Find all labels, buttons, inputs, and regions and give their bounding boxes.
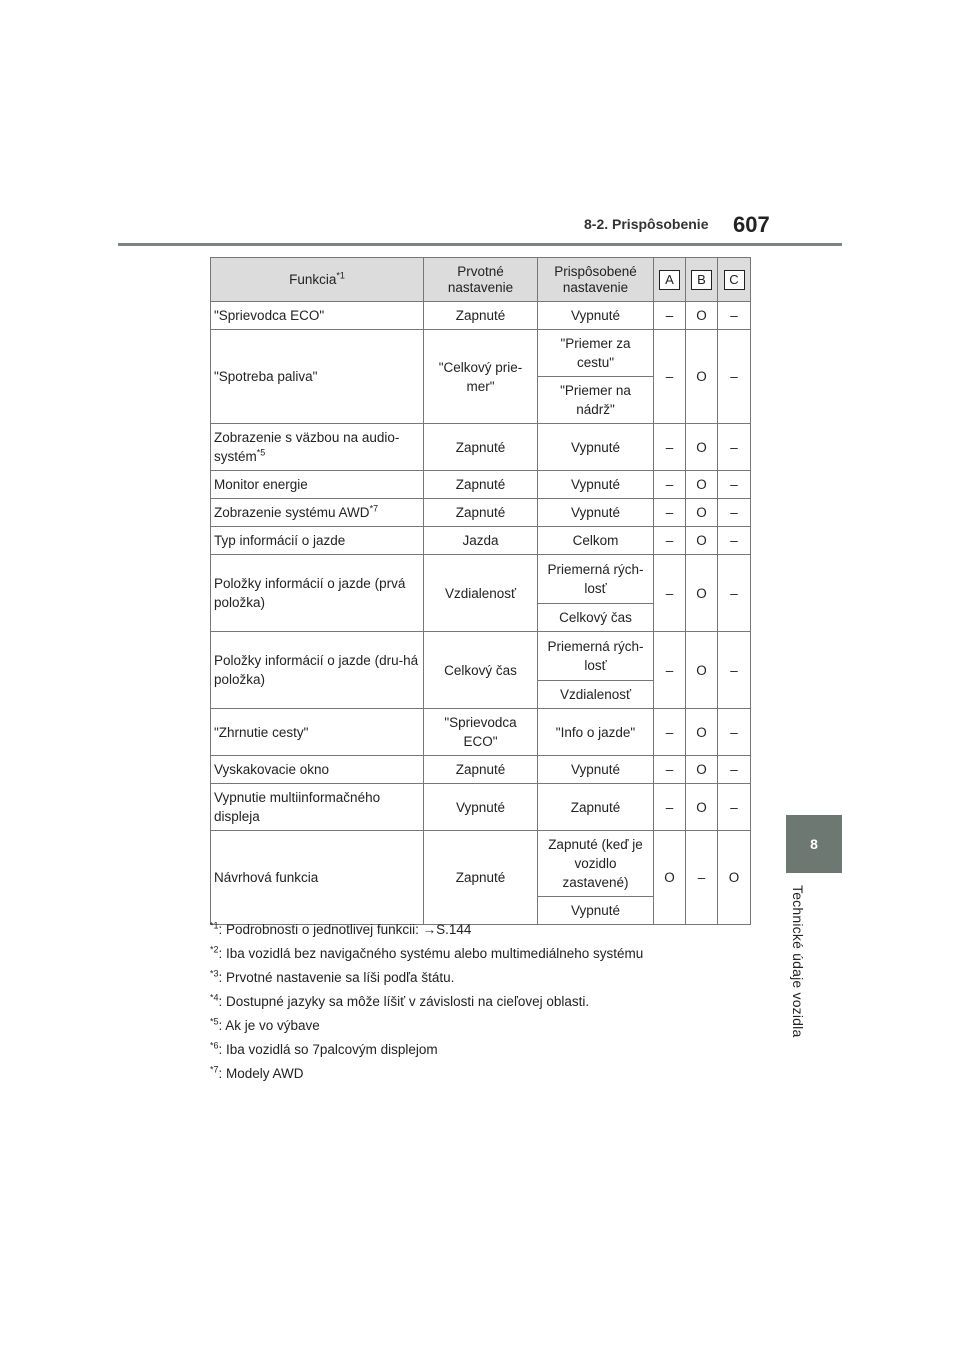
compat-cell-a: – xyxy=(654,330,686,424)
function-cell: Zobrazenie s väzbou na audio-systém$^{*5}$ xyxy=(211,424,424,471)
footnote-item xyxy=(210,966,770,990)
table-row xyxy=(211,424,751,471)
footnote-mark: *3 xyxy=(210,968,219,979)
function-cell: Vypnutie multiinformačného displeja xyxy=(211,784,424,831)
footnote-text: : Podrobnosti o jednotlivej funkcii: →S.144 xyxy=(218,922,472,937)
custom-cell: Vypnuté xyxy=(538,302,654,330)
table-row xyxy=(211,471,751,499)
default-cell: Zapnuté xyxy=(424,302,538,330)
footnote-ref: *5 xyxy=(256,447,266,458)
footnote-ref: *7 xyxy=(369,503,379,514)
compat-cell-c: O xyxy=(718,831,751,925)
compat-cell-a: – xyxy=(654,471,686,499)
function-cell: Vyskakovacie okno xyxy=(211,756,424,784)
customization-table xyxy=(210,257,751,925)
function-cell: Zobrazenie systému AWD$^{*7}$ xyxy=(211,499,424,527)
table-header-row xyxy=(211,258,751,302)
custom-cell: Priemerná rých-losť xyxy=(538,632,654,681)
chapter-tab xyxy=(786,815,842,873)
table-row xyxy=(211,499,751,527)
custom-cell: Zapnuté xyxy=(538,784,654,831)
default-cell: Vzdialenosť xyxy=(424,555,538,632)
compat-cell-a: O xyxy=(654,831,686,925)
footnote-text: : Prvotné nastavenie sa líši podľa štátu. xyxy=(218,970,455,985)
compat-cell-c: – xyxy=(718,527,751,555)
compat-cell-c: – xyxy=(718,424,751,471)
default-cell: Zapnuté xyxy=(424,471,538,499)
compat-cell-b: O xyxy=(686,632,718,709)
header-divider xyxy=(118,243,842,246)
custom-cell: Celkový čas xyxy=(538,604,654,632)
default-cell: Zapnuté xyxy=(424,831,538,925)
compat-cell-c: – xyxy=(718,709,751,756)
function-cell: Položky informácií o jazde (prvá položka) xyxy=(211,555,424,632)
table-row xyxy=(211,632,751,681)
footnote-text: : Ak je vo výbave xyxy=(218,1018,320,1033)
page-number: 607 xyxy=(733,212,770,237)
compat-cell-b: O xyxy=(686,527,718,555)
compat-cell-b: O xyxy=(686,709,718,756)
custom-cell: Vypnuté xyxy=(538,499,654,527)
compat-cell-a: – xyxy=(654,784,686,831)
default-cell: Vypnuté xyxy=(424,784,538,831)
footnote-text: : Iba vozidlá so 7palcovým displejom xyxy=(218,1042,438,1057)
default-cell: Zapnuté xyxy=(424,499,538,527)
table-row xyxy=(211,784,751,831)
table-row xyxy=(211,330,751,377)
footnote-mark: *4 xyxy=(210,992,219,1003)
footnote-mark: *7 xyxy=(210,1064,219,1075)
compat-cell-b: – xyxy=(686,831,718,925)
function-cell: "Sprievodca ECO" xyxy=(211,302,424,330)
custom-cell: Priemerná rých-losť xyxy=(538,555,654,604)
header-a xyxy=(654,258,686,302)
footnote-item xyxy=(210,990,770,1014)
footnote-item xyxy=(210,1062,770,1086)
table-row xyxy=(211,527,751,555)
custom-cell: Celkom xyxy=(538,527,654,555)
compat-cell-c: – xyxy=(718,784,751,831)
custom-cell: Vypnuté xyxy=(538,471,654,499)
custom-cell: Vzdialenosť xyxy=(538,681,654,709)
section-title: 8-2. Prispôsobenie xyxy=(584,216,709,232)
default-cell: Zapnuté xyxy=(424,756,538,784)
table-row xyxy=(211,709,751,756)
function-cell: Typ informácií o jazde xyxy=(211,527,424,555)
compat-cell-b: O xyxy=(686,756,718,784)
compat-cell-c: – xyxy=(718,499,751,527)
compat-cell-c: – xyxy=(718,471,751,499)
footnote-mark: *1 xyxy=(210,920,219,931)
letter-box-a: A xyxy=(659,270,680,290)
compat-cell-b: O xyxy=(686,471,718,499)
compat-cell-c: – xyxy=(718,632,751,709)
footnote-item xyxy=(210,918,770,942)
compat-cell-c: – xyxy=(718,555,751,632)
function-cell: Monitor energie xyxy=(211,471,424,499)
letter-box-b: B xyxy=(691,270,712,290)
footnote-text: : Iba vozidlá bez navigačného systému alebo multimediálneho systému xyxy=(218,946,644,961)
function-cell: Položky informácií o jazde (dru-há položka) xyxy=(211,632,424,709)
compat-cell-b: O xyxy=(686,499,718,527)
function-cell: "Zhrnutie cesty" xyxy=(211,709,424,756)
table-row xyxy=(211,555,751,604)
header-function: Funkcia$^{*1}$ xyxy=(211,258,424,302)
compat-cell-a: – xyxy=(654,302,686,330)
compat-cell-a: – xyxy=(654,632,686,709)
compat-cell-a: – xyxy=(654,424,686,471)
table-row xyxy=(211,302,751,330)
compat-cell-a: – xyxy=(654,527,686,555)
table-row xyxy=(211,756,751,784)
footnote-item xyxy=(210,1038,770,1062)
compat-cell-c: – xyxy=(718,302,751,330)
footnote-item xyxy=(210,942,770,966)
footnote-item xyxy=(210,1014,770,1038)
default-cell: "Celkový prie-mer" xyxy=(424,330,538,424)
custom-cell: Zapnuté (keď je vozidlo zastavené) xyxy=(538,831,654,897)
compat-cell-b: O xyxy=(686,424,718,471)
table-body xyxy=(211,302,751,925)
custom-cell: Vypnuté xyxy=(538,897,654,925)
header-c xyxy=(718,258,751,302)
footnote-mark: *2 xyxy=(210,944,219,955)
footnote-ref: *1 xyxy=(336,270,345,280)
footnote-text: : Modely AWD xyxy=(218,1066,304,1081)
letter-box-c: C xyxy=(724,270,745,290)
default-cell: Jazda xyxy=(424,527,538,555)
compat-cell-a: – xyxy=(654,555,686,632)
custom-cell: Vypnuté xyxy=(538,424,654,471)
header-custom: Prispôsobené nastavenie xyxy=(538,258,654,302)
header-default: Prvotné nastavenie xyxy=(424,258,538,302)
compat-cell-a: – xyxy=(654,499,686,527)
default-cell: Celkový čas xyxy=(424,632,538,709)
compat-cell-c: – xyxy=(718,756,751,784)
footnotes xyxy=(210,918,770,1086)
function-cell: Návrhová funkcia xyxy=(211,831,424,925)
compat-cell-b: O xyxy=(686,330,718,424)
default-cell: Zapnuté xyxy=(424,424,538,471)
footnote-mark: *5 xyxy=(210,1016,219,1027)
default-cell: "Sprievodca ECO" xyxy=(424,709,538,756)
compat-cell-a: – xyxy=(654,709,686,756)
custom-cell: "Priemer za cestu" xyxy=(538,330,654,377)
compat-cell-a: – xyxy=(654,756,686,784)
compat-cell-c: – xyxy=(718,330,751,424)
compat-cell-b: O xyxy=(686,555,718,632)
footnote-mark: *6 xyxy=(210,1040,219,1051)
compat-cell-b: O xyxy=(686,784,718,831)
custom-cell: "Priemer na nádrž" xyxy=(538,377,654,424)
chapter-number: 8 xyxy=(810,836,818,852)
footnote-text: : Dostupné jazyky sa môže líšiť v závislosti na cieľovej oblasti. xyxy=(218,994,590,1009)
table-row xyxy=(211,831,751,897)
compat-cell-b: O xyxy=(686,302,718,330)
function-cell: "Spotreba paliva" xyxy=(211,330,424,424)
custom-cell: "Info o jazde" xyxy=(538,709,654,756)
chapter-label: Technické údaje vozidla xyxy=(790,885,806,1038)
header-b xyxy=(686,258,718,302)
custom-cell: Vypnuté xyxy=(538,756,654,784)
